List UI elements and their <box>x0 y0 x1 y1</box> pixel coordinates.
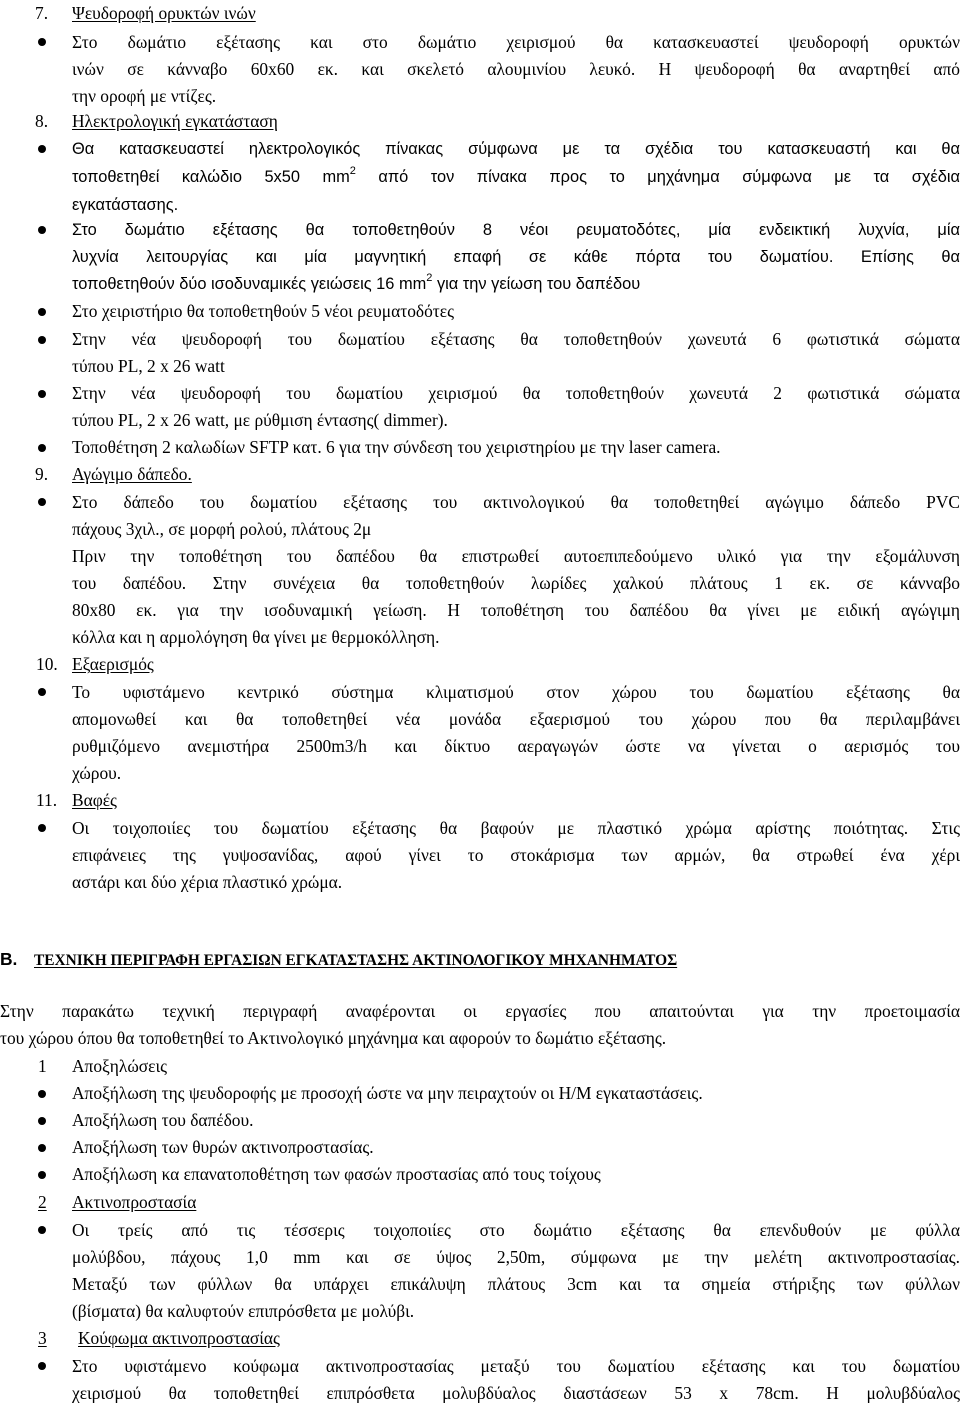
paragraph-line: τύπου PL, 2 x 26 watt, με ρύθμιση έντασης( dimmer). <box>72 410 448 430</box>
section-heading: Ακτινοπροστασία <box>72 1192 197 1212</box>
paragraph-line: εγκατάστασης. <box>72 196 179 214</box>
bullet-icon <box>38 1117 46 1125</box>
paragraph-line: Στο δάπεδο του δωματίου εξέτασης του ακτινολογικού θα τοποθετηθεί αγώγιμο δάπεδο PVC <box>72 492 960 512</box>
paragraph-line: τύπου PL, 2 x 26 watt <box>72 356 225 376</box>
section-heading: Εξαερισμός <box>72 654 154 674</box>
section-number: 8. <box>35 111 49 131</box>
paragraph-line: ινών σε κάνναβο 60x60 εκ. και σκελετό αλουμινίου λευκό. Η ψευδοροφή θα αναρτηθεί από <box>72 59 960 79</box>
paragraph-line: Στο υφιστάμενο κούφωμα ακτινοπροστασίας μεταξύ του δωματίου εξέτασης και του δωματίου <box>72 1356 960 1376</box>
section-heading: Ψευδοροφή ορυκτών ινών <box>72 3 256 23</box>
bullet-icon <box>38 390 46 398</box>
paragraph-line: Τοποθέτηση 2 καλωδίων SFTP κατ. 6 για την σύνδεση του χειριστηρίου με την laser camera. <box>72 437 721 457</box>
paragraph-line: τοποθετηθούν δύο ισοδυναμικές γειώσεις 16 $mm^2$ για την γείωση του δαπέδου <box>72 272 641 293</box>
paragraph-line: πάχους 3χιλ., σε μορφή ρολού, πλάτους 2μ <box>72 519 372 539</box>
paragraph-line: Στο δωμάτιο εξέτασης και στο δωμάτιο χειρισμού θα κατασκευαστεί ψευδοροφή ορυκτών <box>72 32 960 52</box>
section-heading: Ηλεκτρολογική εγκατάσταση <box>72 111 278 131</box>
paragraph-line: ρυθμιζόμενο ανεμιστήρα 2500m3/h και δίκτυο αεραγωγών ώστε να γίνεται ο αερισμός του <box>72 736 960 756</box>
bullet-icon <box>38 308 46 316</box>
paragraph-line: του δαπέδου. Στην συνέχεια θα τοποθετηθούν λωρίδες χαλκού πλάτους 1 εκ. σε κάνναβο <box>72 573 960 593</box>
paragraph-line: Το υφιστάμενο κεντρικό σύστημα κλιματισμού στον χώρου του δωματίου εξέτασης θα <box>72 682 960 702</box>
section-heading: Βαφές <box>72 790 117 810</box>
paragraph-line: 80x80 εκ. για την ισοδυναμική γείωση. Η τοποθέτηση του δαπέδου θα γίνει με ειδική αγώγιμη <box>72 600 960 620</box>
section-number: 3 <box>38 1328 47 1348</box>
paragraph-line: Θα κατασκευαστεί ηλεκτρολογικός πίνακας σύμφωνα με τα σχέδια του κατασκευαστή και θα <box>72 140 960 158</box>
paragraph-line: χώρου. <box>72 763 122 783</box>
bullet-icon <box>38 498 46 506</box>
paragraph-line: απομονωθεί και θα τοποθετηθεί νέα μονάδα εξαερισμού του χώρου που θα περιλαμβάνει <box>72 709 960 729</box>
part-letter: B. <box>0 949 18 969</box>
bullet-icon <box>38 145 46 153</box>
paragraph-line: λυχνία λειτουργίας και μία μαγνητική επαφή σε κάθε πόρτα του δωματίου. Επίσης θα <box>72 248 960 266</box>
paragraph-line: την οροφή με ντίζες. <box>72 86 217 106</box>
paragraph-line: Μεταξύ των φύλλων θα υπάρχει επικάλυψη πλάτους 3cm και τα σημεία στήριξης των φύλλων <box>72 1274 960 1294</box>
superscript: 2 <box>426 272 433 284</box>
section-number: 11. <box>36 790 58 810</box>
paragraph-line: Στην νέα ψευδοροφή του δωματίου εξέτασης θα τοποθετηθούν χωνευτά 6 φωτιστικά σώματα <box>72 329 960 349</box>
bullet-icon <box>38 824 46 832</box>
paragraph-line: αστάρι και δύο χέρια πλαστικό χρώμα. <box>72 872 343 892</box>
section-number: 10. <box>36 654 58 674</box>
bullet-icon <box>38 1144 46 1152</box>
paragraph-line: Πριν την τοποθέτηση του δαπέδου θα επιστρωθεί αυτοεπιπεδούμενο υλικό για την εξομάλυνση <box>72 546 960 566</box>
bullet-icon <box>38 1090 46 1098</box>
paragraph-line: Οι τρείς από τις τέσσερις τοιχοποιίες στο δωμάτιο εξέτασης θα επενδυθούν με φύλλα <box>72 1220 960 1240</box>
list-item: Αποξήλωση της ψευδοροφής με προσοχή ώστε να μην πειραχτούν οι Η/Μ εγκαταστάσεις. <box>72 1083 703 1103</box>
section-number: 1 <box>38 1056 47 1076</box>
paragraph-line: Στην παρακάτω τεχνική περιγραφή αναφέρονται οι εργασίες που απαιτούνται για την προετοιμασία <box>0 1001 960 1021</box>
superscript: 2 <box>349 165 356 177</box>
part-title: ΤΕΧΝΙΚΗ ΠΕΡΙΓΡΑΦΗ ΕΡΓΑΣΙΩΝ ΕΓΚΑΤΑΣΤΑΣΗΣ ΑΚΤΙΝΟΛΟΓΙΚΟΥ ΜΗΧΑΝΗΜΑΤΟΣ <box>34 952 678 969</box>
paragraph-line: χειρισμού θα τοποθετηθεί επιπρόσθετα μολυβδύαλος διαστάσεων 53 x 78cm. Η μολυβδύαλος <box>72 1383 960 1403</box>
bullet-icon <box>38 38 46 46</box>
bullet-icon <box>38 688 46 696</box>
bullet-icon <box>38 1226 46 1234</box>
bullet-icon <box>38 1362 46 1370</box>
paragraph-line: κόλλα και η αρμολόγηση θα γίνει με θερμοκόλληση. <box>72 627 440 647</box>
section-number: 7. <box>35 3 49 23</box>
paragraph-line: Οι τοιχοποιίες του δωματίου εξέτασης θα βαφούν με πλαστικό χρώμα αρίστης ποιότητας. Στις <box>72 818 960 838</box>
paragraph-line: Στο χειριστήριο θα τοποθετηθούν 5 νέοι ρευματοδότες <box>72 301 454 321</box>
list-item: Αποξήλωση κα επανατοποθέτηση των φασών προστασίας από τους τοίχους <box>72 1164 601 1184</box>
paragraph-line: Στο δωμάτιο εξέτασης θα τοποθετηθούν 8 νέοι ρευματοδότες, μία ενδεικτική λυχνία, μία <box>72 221 960 239</box>
bullet-icon <box>38 444 46 452</box>
section-number: 9. <box>35 464 49 484</box>
section-heading: Αποξηλώσεις <box>72 1056 168 1076</box>
section-number: 2 <box>38 1192 47 1212</box>
bullet-icon <box>38 336 46 344</box>
bullet-icon <box>38 226 46 234</box>
list-item: Αποξήλωση των θυρών ακτινοπροστασίας. <box>72 1137 374 1157</box>
paragraph-line: επιφάνειες της γυψοσανίδας, αφού γίνει το στοκάρισμα των αρμών, θα στρωθεί ένα χέρι <box>72 845 960 865</box>
paragraph-line: (βίσματα) θα καλυφτούν επιπρόσθετα με μολύβι. <box>72 1301 415 1321</box>
paragraph-line: μολύβδου, πάχους 1,0 mm και σε ύψος 2,50m, σύμφωνα με την μελέτη ακτινοπροστασίας. <box>72 1247 960 1267</box>
paragraph-line: του χώρου όπου θα τοποθετηθεί το Ακτινολογικό μηχάνημα και αφορούν το δωμάτιο εξέτασης. <box>0 1028 667 1048</box>
list-item: Αποξήλωση του δαπέδου. <box>72 1110 254 1130</box>
bullet-icon <box>38 1171 46 1179</box>
paragraph-line: Στην νέα ψευδοροφή του δωματίου χειρισμού θα τοποθετηθούν χωνευτά 2 φωτιστικά σώματα <box>72 383 960 403</box>
section-heading: Αγώγιμο δάπεδο. <box>72 464 192 484</box>
paragraph-line: τοποθετηθεί καλώδιο 5x50 $mm^2$ από τον πίνακα προς το μηχάνημα σύμφωνα με τα σχέδια <box>72 165 960 186</box>
section-heading: Κούφωμα ακτινοπροστασίας <box>78 1328 280 1348</box>
